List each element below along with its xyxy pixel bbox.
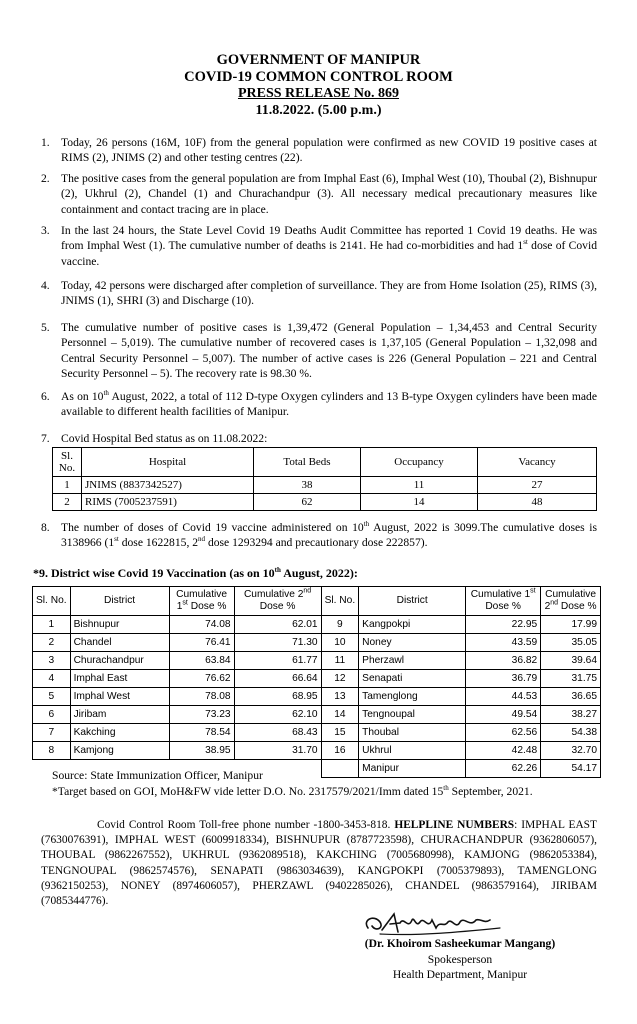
table-row [33,634,601,652]
item-3: 3. In the last 24 hours, the State Level Covid 19 Deaths Audit Committee has reported 1 Covid 19 deaths. He was from Imphal West (1). The cumulative number of deaths is 2141. He had co-morbidities and had 1st dose of Covid vaccine. [41,224,597,268]
cell-sl2: 15 [321,724,359,742]
cell-d2: Pherzawl [359,652,466,670]
item-5: 5. The cumulative number of positive cases is 1,39,472 (General Population – 1,34,453 and Central Security Personnel – 5,019). The cumulative number of recovered cases is 1,37,105 (General Population – 1,32,098 and Central Security Personnel – 5,007). The number of active cases is 226 (General Population – 221 and Central Security Personnel – 5). The recovery rate is 98.30 %. [41,321,597,381]
cell-d: Churachandpur [70,652,169,670]
cell-v1: 74.08 [169,616,234,634]
cell-d2: Noney [359,634,466,652]
item-1: 1. Today, 26 persons (16M, 10F) from the general population were confirmed as new COVID 19 positive cases at RIMS (2), JNIMS (2) and other testing centres (22). [41,136,597,165]
cell-v3: 36.79 [466,670,541,688]
helpline-label: HELPLINE NUMBERS [394,819,515,831]
item-6: 6. As on 10th August, 2022, a total of 112 D-type Oxygen cylinders and 13 B-type Oxygen cylinders have been made available to different health facilities of Manipur. [41,389,597,419]
table-row [33,688,601,706]
cell-v2: 62.10 [234,706,321,724]
header-date: 11.8.2022. (5.00 p.m.) [255,103,382,118]
cell-sl: 1 [33,616,71,634]
cell-v2: 71.30 [234,634,321,652]
cell-sl: 7 [33,724,71,742]
signature-image [360,906,510,940]
table-header-row [33,587,601,616]
col-cum-1st: Cumulative 1st Dose % [169,587,234,616]
table-row: 2 RIMS (7005237591) 62 14 48 [53,494,597,511]
item-5-text: The cumulative number of positive cases is 1,39,472 (General Population – 1,34,453 and Central Security Personnel – 5,019). The cumulative number of recovered cases is 1,37,105 (General Population – 1,32,098 and Central Security Personnel – 5,007). The number of active cases is 226 (General Population – 221 and Central Security Personnel – 5). The recovery rate is 98.30 %. [61,321,597,381]
cell-v4: 54.38 [541,724,601,742]
cell-sl2: 13 [321,688,359,706]
cell-v1: 38.95 [169,742,234,760]
signatory-department: Health Department, Manipur [392,968,528,981]
cell-d: Jiribam [70,706,169,724]
cell-d: Chandel [70,634,169,652]
cell-sl2: 9 [321,616,359,634]
total-district: Manipur [359,760,466,778]
target-note: *Target based on GOI, MoH&FW vide letter D.O. No. 2317579/2021/Imm dated 15th September, 2021. [52,784,533,798]
item-4-text: Today, 42 persons were discharged after completion of surveillance. They are from Home Isolation (25), RIMS (3), JNIMS (1), SHRI (3) and Discharge (10). [61,279,597,308]
helpline-contacts: Covid Control Room Toll-free phone number -1800-3453-818. HELPLINE NUMBERS: IMPHAL EAST (7630076391), IMPHAL WEST (6009918334), BISHNUPUR (8787723598), CHURACHANDPUR (9362806057), THOUBAL (9862267552), UKHRUL (9362089518), KAKCHING (7005680998), KAMJONG (9862053384), TENGNOUPAL (9862574576), SENAPATI (9863034639), KANGPOKPI (7005379893), TAMENGLONG (9362150253), NONEY (8974606057), PHERZAWL (9402285026), CHANDEL (9863579164), JIRIBAM (7085344776). [41,819,597,908]
cell-sl2: 11 [321,652,359,670]
signatory-role: Spokesperson [427,953,493,966]
item-7: 7. Covid Hospital Bed status as on 11.08.2022: [41,431,597,446]
cell-sl2: 10 [321,634,359,652]
cell-v3: 42.48 [466,742,541,760]
item-8: 8. The number of doses of Covid 19 vaccine administered on 10th August, 2022 is 3099.The cumulative doses is 3138966 (1st dose 1622815, 2nd dose 1293294 and precautionary dose 222857). [41,520,597,550]
cell-v4: 32.70 [541,742,601,760]
cell-sl2: 14 [321,706,359,724]
table-row [33,742,601,760]
total-2nd-dose: 54.17 [541,760,601,778]
cell-v1: 76.62 [169,670,234,688]
table-header-row [53,448,597,477]
cell-d: Kakching [70,724,169,742]
item-6-text: As on 10th August, 2022, a total of 112 D-type Oxygen cylinders and 13 B-type Oxygen cylinders have been made available to different health facilities of Manipur. [61,389,597,419]
col-district: District [70,587,169,616]
cell-d: Bishnupur [70,616,169,634]
signatory-name: (Dr. Khoirom Sasheekumar Mangang) [364,937,556,950]
cell-sl: 3 [33,652,71,670]
table-row [33,706,601,724]
col-total-beds: Total Beds [254,448,361,477]
cell-v2: 66.64 [234,670,321,688]
cell-v3: 44.53 [466,688,541,706]
item-3-text: In the last 24 hours, the State Level Covid 19 Deaths Audit Committee has reported 1 Covid 19 deaths. He was from Imphal West (1). The cumulative number of deaths is 2141. He had co-morbidities and had 1st dose of Covid vaccine. [61,224,597,268]
item-1-text: Today, 26 persons (16M, 10F) from the general population were confirmed as new COVID 19 positive cases at RIMS (2), JNIMS (2) and other testing centres (22). [61,136,597,165]
cell-d2: Thoubal [359,724,466,742]
table-row [33,652,601,670]
table-row: 1 JNIMS (8837342527) 38 11 27 [53,477,597,494]
source-line: Source: State Immunization Officer, Manipur [52,769,263,782]
cell-v2: 68.43 [234,724,321,742]
col-sl: Sl. No. [53,448,82,477]
item-2-text: The positive cases from the general population are from Imphal East (6), Imphal West (10), Thoubal (2), Bishnupur (2), Ukhrul (2), Chandel (1) and Churachandpur (3). All necessary medical precautionary measures like containment and contact tracing are in place. [61,172,597,216]
cell-d: Imphal West [70,688,169,706]
cell-v3: 43.59 [466,634,541,652]
item-8-text: The number of doses of Covid 19 vaccine administered on 10th August, 2022 is 3099.The cumulative doses is 3138966 (1st dose 1622815, 2nd dose 1293294 and precautionary dose 222857). [61,520,597,550]
cell-sl: 4 [33,670,71,688]
header-control-room: COVID-19 COMMON CONTROL ROOM [184,69,453,85]
cell-v4: 17.99 [541,616,601,634]
cell-sl2: 12 [321,670,359,688]
cell-v2: 61.77 [234,652,321,670]
col-occupancy: Occupancy [361,448,478,477]
cell-v1: 76.41 [169,634,234,652]
col-cum-2nd-2: Cumulative 2nd Dose % [541,587,601,616]
col-district-2: District [359,587,466,616]
cell-sl: 6 [33,706,71,724]
cell-d2: Tamenglong [359,688,466,706]
cell-v4: 31.75 [541,670,601,688]
cell-sl: 8 [33,742,71,760]
header-press-release-number: PRESS RELEASE No. 869 [237,86,400,101]
cell-d2: Senapati [359,670,466,688]
cell-v3: 22.95 [466,616,541,634]
cell-d: Kamjong [70,742,169,760]
col-cum-2nd: Cumulative 2nd Dose % [234,587,321,616]
cell-v2: 68.95 [234,688,321,706]
cell-sl: 2 [33,634,71,652]
cell-d2: Tengnoupal [359,706,466,724]
cell-v4: 36.65 [541,688,601,706]
total-1st-dose: 62.26 [466,760,541,778]
cell-v1: 63.84 [169,652,234,670]
col-hospital: Hospital [82,448,254,477]
cell-v1: 78.54 [169,724,234,742]
cell-v4: 35.05 [541,634,601,652]
cell-d2: Ukhrul [359,742,466,760]
item-2: 2. The positive cases from the general population are from Imphal East (6), Imphal West (10), Thoubal (2), Bishnupur (2), Ukhrul (2), Chandel (1) and Churachandpur (3). All necessary medical precautionary measures like containment and contact tracing are in place. [41,172,597,216]
cell-sl: 5 [33,688,71,706]
item-4: 4. Today, 42 persons were discharged after completion of surveillance. They are from Home Isolation (25), RIMS (3), JNIMS (1), SHRI (3) and Discharge (10). [41,279,597,308]
table-row [33,670,601,688]
col-sl: Sl. No. [33,587,71,616]
table-row [33,724,601,742]
hospital-bed-table [52,447,597,511]
cell-v3: 36.82 [466,652,541,670]
header-government: GOVERNMENT OF MANIPUR [216,52,421,68]
cell-v3: 49.54 [466,706,541,724]
cell-v2: 62.01 [234,616,321,634]
cell-v4: 38.27 [541,706,601,724]
cell-v3: 62.56 [466,724,541,742]
col-sl-2: Sl. No. [321,587,359,616]
item-7-text: Covid Hospital Bed status as on 11.08.2022: [61,432,268,445]
cell-d2: Kangpokpi [359,616,466,634]
table-row [33,616,601,634]
col-vacancy: Vacancy [478,448,597,477]
cell-v1: 73.23 [169,706,234,724]
district-vaccination-table [32,586,601,778]
cell-v4: 39.64 [541,652,601,670]
cell-d: Imphal East [70,670,169,688]
cell-v1: 78.08 [169,688,234,706]
col-cum-1st-2: Cumulative 1st Dose % [466,587,541,616]
section-9-title: *9. District wise Covid 19 Vaccination (as on 10th August, 2022): [33,566,358,580]
cell-v2: 31.70 [234,742,321,760]
cell-sl2: 16 [321,742,359,760]
